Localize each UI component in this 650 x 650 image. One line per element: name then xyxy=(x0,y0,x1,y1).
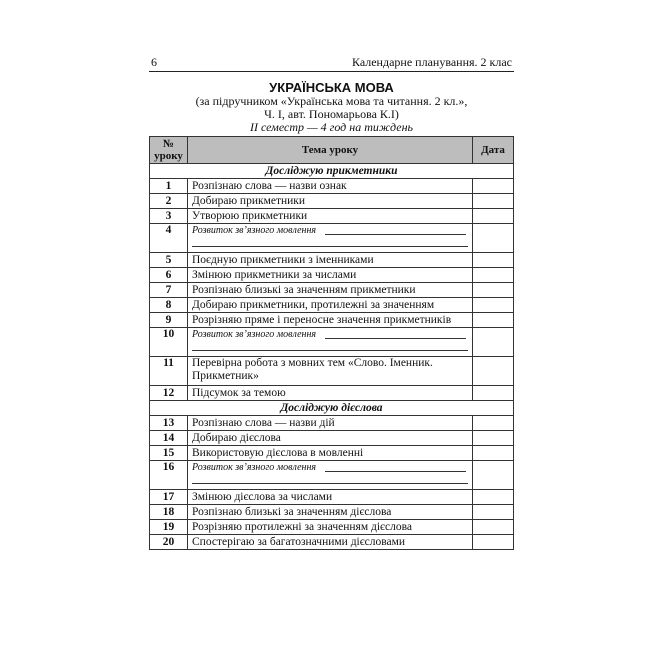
lesson-number: 18 xyxy=(150,505,188,520)
textbook-line-2: Ч. І, авт. Пономарьова К.І) xyxy=(264,107,399,121)
lesson-topic-cell xyxy=(188,505,473,520)
table-row xyxy=(150,313,514,328)
lesson-date-cell[interactable] xyxy=(473,535,514,550)
lesson-topic-cell xyxy=(188,253,473,268)
lesson-topic: Поєдную прикметники з іменниками xyxy=(192,253,374,266)
section-row xyxy=(150,164,514,179)
lesson-date-cell[interactable] xyxy=(473,328,514,357)
lesson-number: 8 xyxy=(150,298,188,313)
lesson-topic-cell xyxy=(188,268,473,283)
lesson-topic-cell xyxy=(188,194,473,209)
title-block xyxy=(149,80,514,134)
lesson-topic-cell xyxy=(188,446,473,461)
lesson-topic-cell xyxy=(188,357,473,386)
table-row xyxy=(150,194,514,209)
lesson-topic-cell xyxy=(188,386,473,401)
section-row xyxy=(150,401,514,416)
lesson-topic-cell xyxy=(188,328,473,357)
lesson-number: 16 xyxy=(150,461,188,490)
lesson-topic-cell xyxy=(188,224,473,253)
section-title: Досліджую дієслова xyxy=(150,401,514,416)
lesson-topic-cell xyxy=(188,209,473,224)
table-body xyxy=(150,164,514,550)
speech-development-entry xyxy=(192,328,468,351)
lesson-number: 1 xyxy=(150,179,188,194)
running-title: Календарне планування. 2 клас xyxy=(351,55,512,69)
column-header-topic: Тема уроку xyxy=(188,137,473,164)
lesson-topic: Розвиток зв’язного мовлення xyxy=(192,329,317,340)
lesson-number: 14 xyxy=(150,431,188,446)
table-row xyxy=(150,209,514,224)
table-row xyxy=(150,535,514,550)
lesson-date-cell[interactable] xyxy=(473,416,514,431)
lesson-topic: Підсумок за темою xyxy=(192,386,286,399)
lesson-date-cell[interactable] xyxy=(473,283,514,298)
speech-development-entry xyxy=(192,224,468,247)
lesson-number: 4 xyxy=(150,224,188,253)
table-row xyxy=(150,298,514,313)
lesson-topic-cell xyxy=(188,298,473,313)
blank-fill-line xyxy=(192,246,468,247)
lesson-date-cell[interactable] xyxy=(473,268,514,283)
lesson-number: 9 xyxy=(150,313,188,328)
table-row xyxy=(150,520,514,535)
blank-fill-line xyxy=(192,483,468,484)
table-row xyxy=(150,253,514,268)
lesson-number: 15 xyxy=(150,446,188,461)
table-row xyxy=(150,505,514,520)
lesson-number: 7 xyxy=(150,283,188,298)
table-header-row xyxy=(150,137,514,164)
lesson-date-cell[interactable] xyxy=(473,179,514,194)
table-row xyxy=(150,328,514,357)
lesson-number: 17 xyxy=(150,490,188,505)
lesson-topic-cell xyxy=(188,461,473,490)
blank-fill-line xyxy=(325,234,466,235)
page-header xyxy=(149,53,514,72)
section-title: Досліджую прикметники xyxy=(150,164,514,179)
lesson-number: 5 xyxy=(150,253,188,268)
lesson-topic-cell xyxy=(188,283,473,298)
blank-fill-line xyxy=(192,350,468,351)
lesson-topic: Розвиток зв’язного мовлення xyxy=(192,462,317,473)
blank-fill-line xyxy=(325,338,466,339)
speech-development-entry xyxy=(192,461,468,484)
lesson-number: 13 xyxy=(150,416,188,431)
lesson-date-cell[interactable] xyxy=(473,253,514,268)
column-header-date: Дата xyxy=(473,137,514,164)
lesson-date-cell[interactable] xyxy=(473,446,514,461)
lesson-number: 2 xyxy=(150,194,188,209)
lesson-topic: Розпізнаю близькі за значенням прикметники xyxy=(192,283,416,296)
lesson-number: 6 xyxy=(150,268,188,283)
lesson-topic-cell xyxy=(188,179,473,194)
lesson-topic: Розпізнаю близькі за значенням дієслова xyxy=(192,505,392,518)
column-header-number: № уроку xyxy=(150,137,188,164)
subject-title: УКРАЇНСЬКА МОВА xyxy=(269,80,394,95)
lesson-topic: Розрізняю пряме і переносне значення прикметників xyxy=(192,313,452,326)
lesson-topic: Змінюю прикметники за числами xyxy=(192,268,357,281)
table-row xyxy=(150,386,514,401)
lesson-topic: Змінюю дієслова за числами xyxy=(192,490,333,503)
lesson-topic-cell xyxy=(188,313,473,328)
table-row xyxy=(150,179,514,194)
table-row xyxy=(150,283,514,298)
lesson-topic: Спостерігаю за багатозначними дієсловами xyxy=(192,535,406,548)
lesson-topic: Добираю прикметники xyxy=(192,194,306,207)
table-row xyxy=(150,224,514,253)
lesson-date-cell[interactable] xyxy=(473,386,514,401)
lesson-date-cell[interactable] xyxy=(473,520,514,535)
lesson-date-cell[interactable] xyxy=(473,357,514,386)
lesson-topic: Використовую дієслова в мовленні xyxy=(192,446,364,459)
lesson-date-cell[interactable] xyxy=(473,298,514,313)
lesson-date-cell[interactable] xyxy=(473,490,514,505)
lesson-topic: Розвиток зв’язного мовлення xyxy=(192,225,317,236)
lesson-number: 11 xyxy=(150,357,188,386)
lesson-topic: Розрізняю протилежні за значенням дієслова xyxy=(192,520,412,533)
table-row xyxy=(150,268,514,283)
lesson-number: 3 xyxy=(150,209,188,224)
lesson-date-cell[interactable] xyxy=(473,431,514,446)
lesson-number: 20 xyxy=(150,535,188,550)
lesson-topic: Добираю прикметники, протилежні за значенням xyxy=(192,298,435,311)
table-row xyxy=(150,431,514,446)
table-row xyxy=(150,461,514,490)
lesson-topic: Розпізнаю слова — назви ознак xyxy=(192,179,347,192)
page-number: 6 xyxy=(151,55,157,69)
table-row xyxy=(150,416,514,431)
lesson-topic-cell xyxy=(188,520,473,535)
lesson-date-cell[interactable] xyxy=(473,194,514,209)
table-row xyxy=(150,357,514,386)
table-row xyxy=(150,490,514,505)
semester-line: ІІ семестр — 4 год на тиждень xyxy=(249,120,413,134)
lesson-topic: Розпізнаю слова — назви дій xyxy=(192,416,335,429)
lesson-topic-cell xyxy=(188,490,473,505)
lesson-topic: Утворюю прикметники xyxy=(192,209,308,222)
table-row xyxy=(150,446,514,461)
textbook-line-1: (за підручником «Українська мова та читання. 2 кл.», xyxy=(195,94,468,108)
lesson-date-cell[interactable] xyxy=(473,505,514,520)
lesson-topic-cell xyxy=(188,535,473,550)
lesson-topic-cell xyxy=(188,431,473,446)
lesson-date-cell[interactable] xyxy=(473,461,514,490)
lesson-number: 19 xyxy=(150,520,188,535)
lesson-topic: Добираю дієслова xyxy=(192,431,281,444)
lesson-date-cell[interactable] xyxy=(473,209,514,224)
lesson-date-cell[interactable] xyxy=(473,224,514,253)
lesson-topic: Перевірна робота з мовних тем «Слово. Іменник. Прикметник» xyxy=(192,357,433,382)
blank-fill-line xyxy=(325,471,466,472)
lesson-number: 12 xyxy=(150,386,188,401)
lesson-topic-cell xyxy=(188,416,473,431)
lesson-number: 10 xyxy=(150,328,188,357)
lesson-plan-table xyxy=(149,136,514,550)
lesson-date-cell[interactable] xyxy=(473,313,514,328)
